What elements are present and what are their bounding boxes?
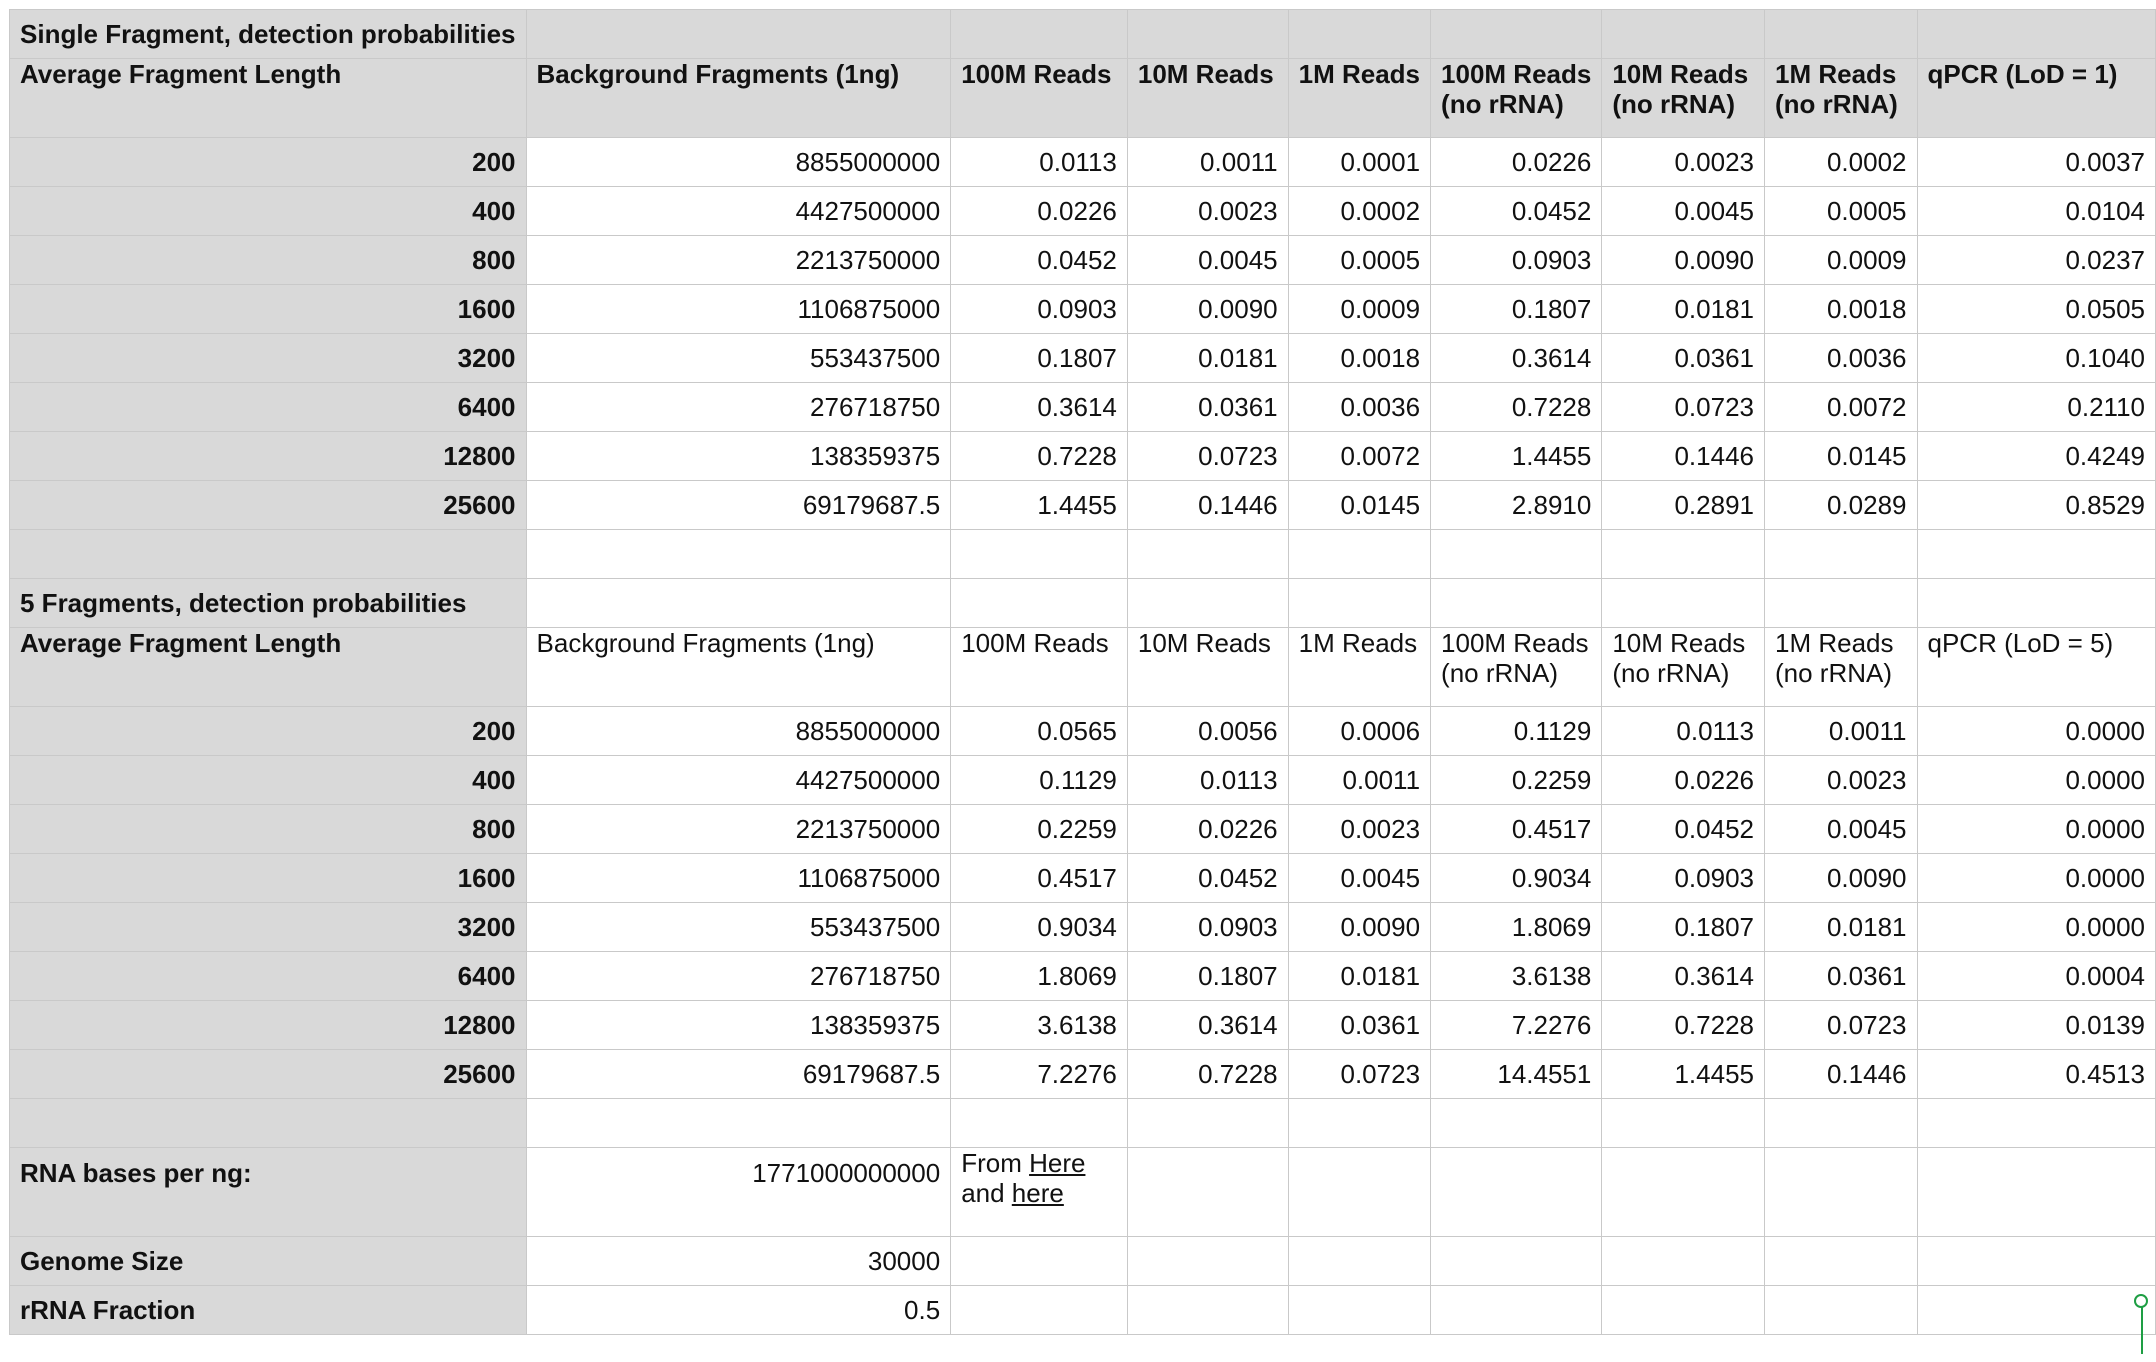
data-cell-reads-100m[interactable]: 0.3614 <box>951 383 1128 432</box>
data-cell-reads-10m[interactable]: 0.0023 <box>1127 187 1288 236</box>
empty-cell[interactable] <box>1765 1286 1918 1335</box>
column-header-label: qPCR (LoD = 1) <box>1927 59 2118 89</box>
row-header-cell[interactable]: 400 <box>10 187 527 236</box>
data-cell-reads-10m-no-rrna[interactable]: 0.1446 <box>1602 432 1765 481</box>
column-header-reads-10m[interactable] <box>1127 59 1288 138</box>
data-cell-background-fragments[interactable]: 276718750 <box>526 952 951 1001</box>
data-cell-background-fragments[interactable]: 69179687.5 <box>526 1050 951 1099</box>
data-cell-reads-10m-no-rrna[interactable]: 0.0452 <box>1602 805 1765 854</box>
data-cell-reads-1m-no-rrna[interactable]: 0.0723 <box>1765 1001 1918 1050</box>
data-cell-reads-10m[interactable]: 0.0723 <box>1127 432 1288 481</box>
table-row <box>10 1050 2156 1099</box>
data-cell-reads-1m-no-rrna[interactable]: 0.0005 <box>1765 187 1918 236</box>
empty-cell[interactable] <box>1602 1237 1765 1286</box>
empty-cell[interactable] <box>1602 579 1765 628</box>
data-cell-reads-100m-no-rrna[interactable]: 0.1807 <box>1431 285 1602 334</box>
empty-cell[interactable] <box>1431 1148 1602 1237</box>
data-cell-reads-100m-no-rrna[interactable]: 3.6138 <box>1431 952 1602 1001</box>
data-cell-reads-100m-no-rrna[interactable]: 0.2259 <box>1431 756 1602 805</box>
data-cell-reads-1m[interactable]: 0.0018 <box>1288 334 1430 383</box>
table-row <box>10 952 2156 1001</box>
data-cell-reads-100m-no-rrna[interactable]: 0.4517 <box>1431 805 1602 854</box>
data-cell-reads-10m[interactable]: 0.0056 <box>1127 707 1288 756</box>
data-cell-reads-100m-no-rrna[interactable]: 14.4551 <box>1431 1050 1602 1099</box>
genome-size-row <box>10 1237 2156 1286</box>
section-title-row <box>10 579 2156 628</box>
data-cell-qpcr[interactable]: 0.0505 <box>1917 285 2156 334</box>
empty-cell[interactable] <box>526 1099 951 1148</box>
column-header-label: (no rRNA) <box>1775 89 1898 119</box>
row-header-cell[interactable]: 200 <box>10 138 527 187</box>
data-cell-reads-1m-no-rrna[interactable]: 0.1446 <box>1765 1050 1918 1099</box>
empty-cell[interactable] <box>10 530 527 579</box>
column-header-reads-100m-no-rrna[interactable] <box>1431 59 1602 138</box>
table-row <box>10 236 2156 285</box>
data-cell-background-fragments[interactable]: 8855000000 <box>526 138 951 187</box>
data-cell-reads-100m[interactable]: 0.1129 <box>951 756 1128 805</box>
genome-size-row-value[interactable]: 30000 <box>526 1237 951 1286</box>
empty-cell[interactable] <box>10 1099 527 1148</box>
data-cell-reads-100m[interactable]: 0.4517 <box>951 854 1128 903</box>
data-cell-reads-100m-no-rrna[interactable]: 0.0226 <box>1431 138 1602 187</box>
data-cell-reads-1m[interactable]: 0.0090 <box>1288 903 1430 952</box>
data-cell-reads-100m-no-rrna[interactable]: 1.4455 <box>1431 432 1602 481</box>
empty-cell[interactable] <box>1288 1148 1430 1237</box>
section-title[interactable] <box>10 579 527 628</box>
data-cell-reads-1m-no-rrna[interactable]: 0.0023 <box>1765 756 1918 805</box>
data-cell-reads-1m[interactable]: 0.0036 <box>1288 383 1430 432</box>
empty-cell[interactable] <box>1917 1148 2156 1237</box>
column-header-reads-100m[interactable] <box>951 628 1128 707</box>
column-header-label: Background Fragments (1ng) <box>536 59 900 89</box>
data-cell-reads-10m[interactable]: 0.0045 <box>1127 236 1288 285</box>
data-cell-reads-1m[interactable]: 0.0723 <box>1288 1050 1430 1099</box>
rrna-fraction-row <box>10 1286 2156 1335</box>
data-cell-qpcr[interactable]: 0.0104 <box>1917 187 2156 236</box>
empty-cell[interactable] <box>1765 10 1918 59</box>
data-cell-background-fragments[interactable]: 138359375 <box>526 432 951 481</box>
data-cell-background-fragments[interactable]: 553437500 <box>526 334 951 383</box>
data-cell-reads-1m-no-rrna[interactable]: 0.0011 <box>1765 707 1918 756</box>
data-cell-reads-100m-no-rrna[interactable]: 1.8069 <box>1431 903 1602 952</box>
empty-cell[interactable] <box>1431 1237 1602 1286</box>
selection-handle[interactable] <box>2134 1294 2148 1308</box>
data-cell-reads-1m-no-rrna[interactable]: 0.0036 <box>1765 334 1918 383</box>
data-cell-reads-10m-no-rrna[interactable]: 0.0361 <box>1602 334 1765 383</box>
table-row <box>10 481 2156 530</box>
empty-cell[interactable] <box>1431 1286 1602 1335</box>
column-header-label: 1M Reads <box>1775 628 1894 658</box>
data-cell-reads-1m-no-rrna[interactable]: 0.0090 <box>1765 854 1918 903</box>
empty-cell[interactable] <box>951 579 1128 628</box>
data-cell-qpcr[interactable]: 0.0000 <box>1917 707 2156 756</box>
empty-cell[interactable] <box>1127 1148 1288 1237</box>
data-cell-reads-1m-no-rrna[interactable]: 0.0289 <box>1765 481 1918 530</box>
row-header-cell[interactable]: 400 <box>10 756 527 805</box>
data-cell-qpcr[interactable]: 0.2110 <box>1917 383 2156 432</box>
empty-cell[interactable] <box>1288 10 1430 59</box>
empty-cell[interactable] <box>1602 1099 1765 1148</box>
column-header-reads-1m[interactable] <box>1288 59 1430 138</box>
data-cell-background-fragments[interactable]: 2213750000 <box>526 236 951 285</box>
column-header-label: 10M Reads <box>1137 628 1271 658</box>
empty-cell[interactable] <box>1602 10 1765 59</box>
data-cell-qpcr[interactable]: 0.0000 <box>1917 756 2156 805</box>
empty-cell[interactable] <box>1431 579 1602 628</box>
data-cell-reads-10m-no-rrna[interactable]: 0.1807 <box>1602 903 1765 952</box>
data-cell-reads-100m[interactable]: 0.0226 <box>951 187 1128 236</box>
column-header-reads-1m-no-rrna[interactable] <box>1765 628 1918 707</box>
column-header-reads-10m-no-rrna[interactable] <box>1602 59 1765 138</box>
table-row <box>10 903 2156 952</box>
data-cell-reads-100m-no-rrna[interactable]: 7.2276 <box>1431 1001 1602 1050</box>
rrna-fraction-row-label[interactable]: rRNA Fraction <box>10 1286 527 1335</box>
data-cell-qpcr[interactable]: 0.0000 <box>1917 903 2156 952</box>
empty-cell[interactable] <box>1431 530 1602 579</box>
row-header-cell[interactable]: 800 <box>10 236 527 285</box>
data-cell-reads-1m[interactable]: 0.0011 <box>1288 756 1430 805</box>
data-cell-reads-10m-no-rrna[interactable]: 0.0045 <box>1602 187 1765 236</box>
data-cell-reads-1m[interactable]: 0.0045 <box>1288 854 1430 903</box>
data-cell-reads-100m[interactable]: 1.4455 <box>951 481 1128 530</box>
column-header-label: Average Fragment Length <box>20 628 342 658</box>
data-cell-reads-1m[interactable]: 0.0006 <box>1288 707 1430 756</box>
data-cell-reads-10m-no-rrna[interactable]: 0.3614 <box>1602 952 1765 1001</box>
data-cell-reads-100m[interactable]: 0.0903 <box>951 285 1128 334</box>
column-header-avg-fragment-length[interactable] <box>10 628 527 707</box>
empty-cell[interactable] <box>1917 579 2156 628</box>
spreadsheet-table <box>9 9 2156 1335</box>
data-cell-reads-100m[interactable]: 0.1807 <box>951 334 1128 383</box>
data-cell-reads-1m-no-rrna[interactable]: 0.0045 <box>1765 805 1918 854</box>
data-cell-reads-10m[interactable]: 0.0361 <box>1127 383 1288 432</box>
empty-cell[interactable] <box>1602 1148 1765 1237</box>
source-note-cell[interactable] <box>951 1148 1128 1237</box>
source-and-text: and <box>961 1178 1012 1208</box>
data-cell-reads-10m-no-rrna[interactable]: 0.0113 <box>1602 707 1765 756</box>
empty-cell[interactable] <box>1765 579 1918 628</box>
column-header-label: 100M Reads <box>961 628 1109 658</box>
column-header-label: (no rRNA) <box>1441 89 1564 119</box>
data-cell-reads-100m[interactable]: 0.9034 <box>951 903 1128 952</box>
data-cell-reads-10m-no-rrna[interactable]: 0.7228 <box>1602 1001 1765 1050</box>
table-row <box>10 432 2156 481</box>
rrna-fraction-row-value[interactable]: 0.5 <box>526 1286 951 1335</box>
section-title-label: 5 Fragments, detection probabilities <box>20 588 467 618</box>
column-header-label: 100M Reads <box>1441 59 1592 89</box>
empty-cell[interactable] <box>1765 530 1918 579</box>
data-cell-reads-1m[interactable]: 0.0181 <box>1288 952 1430 1001</box>
section-title-row <box>10 10 2156 59</box>
row-header-cell[interactable]: 1600 <box>10 854 527 903</box>
data-cell-reads-1m-no-rrna[interactable]: 0.0072 <box>1765 383 1918 432</box>
column-header-reads-100m-no-rrna[interactable] <box>1431 628 1602 707</box>
table-row <box>10 334 2156 383</box>
data-cell-background-fragments[interactable]: 69179687.5 <box>526 481 951 530</box>
data-cell-reads-10m[interactable]: 0.0903 <box>1127 903 1288 952</box>
data-cell-reads-10m-no-rrna[interactable]: 0.0090 <box>1602 236 1765 285</box>
column-header-reads-100m[interactable] <box>951 59 1128 138</box>
data-cell-reads-10m[interactable]: 0.0226 <box>1127 805 1288 854</box>
empty-cell[interactable] <box>1602 1286 1765 1335</box>
empty-cell[interactable] <box>1765 1099 1918 1148</box>
data-cell-background-fragments[interactable]: 138359375 <box>526 1001 951 1050</box>
data-cell-qpcr[interactable]: 0.8529 <box>1917 481 2156 530</box>
data-cell-reads-100m[interactable]: 0.2259 <box>951 805 1128 854</box>
empty-cell[interactable] <box>1765 1237 1918 1286</box>
empty-cell[interactable] <box>951 10 1128 59</box>
empty-row <box>10 530 2156 579</box>
table-row <box>10 756 2156 805</box>
source-link-here[interactable]: Here <box>1029 1148 1086 1178</box>
data-cell-background-fragments[interactable]: 8855000000 <box>526 707 951 756</box>
column-header-label: (no rRNA) <box>1612 658 1730 688</box>
row-header-cell[interactable]: 200 <box>10 707 527 756</box>
column-header-label: (no rRNA) <box>1612 89 1736 119</box>
source-link-here-2[interactable]: here <box>1011 1178 1064 1208</box>
data-cell-reads-1m[interactable]: 0.0023 <box>1288 805 1430 854</box>
empty-cell[interactable] <box>1127 1286 1288 1335</box>
data-cell-reads-100m-no-rrna[interactable]: 0.7228 <box>1431 383 1602 432</box>
data-cell-reads-10m-no-rrna[interactable]: 0.0226 <box>1602 756 1765 805</box>
data-cell-background-fragments[interactable]: 553437500 <box>526 903 951 952</box>
empty-row <box>10 1099 2156 1148</box>
data-cell-reads-1m[interactable]: 0.0005 <box>1288 236 1430 285</box>
empty-cell[interactable] <box>951 1099 1128 1148</box>
data-cell-reads-1m[interactable]: 0.0009 <box>1288 285 1430 334</box>
column-header-qpcr[interactable] <box>1917 59 2156 138</box>
data-cell-qpcr[interactable]: 0.0004 <box>1917 952 2156 1001</box>
data-cell-qpcr[interactable]: 0.1040 <box>1917 334 2156 383</box>
empty-cell[interactable] <box>1288 1099 1430 1148</box>
data-cell-reads-100m-no-rrna[interactable]: 0.3614 <box>1431 334 1602 383</box>
data-cell-reads-10m[interactable]: 0.1446 <box>1127 481 1288 530</box>
empty-cell[interactable] <box>1431 10 1602 59</box>
data-cell-background-fragments[interactable]: 4427500000 <box>526 187 951 236</box>
data-cell-reads-1m[interactable]: 0.0361 <box>1288 1001 1430 1050</box>
data-cell-reads-1m-no-rrna[interactable]: 0.0018 <box>1765 285 1918 334</box>
data-cell-reads-100m[interactable]: 0.0565 <box>951 707 1128 756</box>
row-header-cell[interactable]: 3200 <box>10 334 527 383</box>
empty-cell[interactable] <box>1127 579 1288 628</box>
data-cell-reads-10m[interactable]: 0.0011 <box>1127 138 1288 187</box>
empty-cell[interactable] <box>1431 1099 1602 1148</box>
row-header-cell[interactable]: 1600 <box>10 285 527 334</box>
data-cell-reads-10m-no-rrna[interactable]: 1.4455 <box>1602 1050 1765 1099</box>
column-header-background-fragments[interactable] <box>526 59 951 138</box>
data-cell-reads-100m[interactable]: 3.6138 <box>951 1001 1128 1050</box>
data-cell-qpcr[interactable]: 0.0139 <box>1917 1001 2156 1050</box>
data-cell-reads-10m[interactable]: 0.7228 <box>1127 1050 1288 1099</box>
column-header-label: (no rRNA) <box>1775 658 1893 688</box>
data-cell-reads-10m[interactable]: 0.0452 <box>1127 854 1288 903</box>
data-cell-reads-1m[interactable]: 0.0072 <box>1288 432 1430 481</box>
empty-cell[interactable] <box>1917 1286 2156 1335</box>
empty-cell[interactable] <box>1127 530 1288 579</box>
column-header-label: 1M Reads <box>1775 59 1897 89</box>
data-cell-reads-100m[interactable]: 0.0113 <box>951 138 1128 187</box>
data-cell-reads-10m-no-rrna[interactable]: 0.0023 <box>1602 138 1765 187</box>
data-cell-reads-1m[interactable]: 0.0145 <box>1288 481 1430 530</box>
data-cell-reads-100m[interactable]: 0.0452 <box>951 236 1128 285</box>
column-header-label: 1M Reads <box>1298 59 1421 89</box>
data-cell-reads-100m-no-rrna[interactable]: 0.0452 <box>1431 187 1602 236</box>
column-header-label: Background Fragments (1ng) <box>536 628 875 658</box>
column-header-label: 10M Reads <box>1612 628 1746 658</box>
data-cell-qpcr[interactable]: 0.0000 <box>1917 854 2156 903</box>
column-header-label: 100M Reads <box>961 59 1112 89</box>
empty-cell[interactable] <box>1127 1099 1288 1148</box>
row-header-cell[interactable]: 6400 <box>10 952 527 1001</box>
data-cell-background-fragments[interactable]: 276718750 <box>526 383 951 432</box>
data-cell-reads-1m[interactable]: 0.0002 <box>1288 187 1430 236</box>
empty-cell[interactable] <box>1288 1286 1430 1335</box>
column-header-row <box>10 59 2156 138</box>
empty-cell[interactable] <box>1765 1148 1918 1237</box>
column-header-qpcr[interactable] <box>1917 628 2156 707</box>
row-header-cell[interactable]: 25600 <box>10 481 527 530</box>
column-header-label: 10M Reads <box>1137 59 1274 89</box>
source-from-text: From <box>961 1148 1030 1178</box>
column-header-label: (no rRNA) <box>1441 658 1559 688</box>
data-cell-reads-1m-no-rrna[interactable]: 0.0181 <box>1765 903 1918 952</box>
data-cell-reads-100m[interactable]: 1.8069 <box>951 952 1128 1001</box>
empty-cell[interactable] <box>1917 1099 2156 1148</box>
empty-cell[interactable] <box>951 530 1128 579</box>
row-header-cell[interactable]: 25600 <box>10 1050 527 1099</box>
table-row <box>10 805 2156 854</box>
data-cell-reads-10m-no-rrna[interactable]: 0.0903 <box>1602 854 1765 903</box>
data-cell-qpcr[interactable]: 0.4249 <box>1917 432 2156 481</box>
data-cell-reads-100m-no-rrna[interactable]: 0.1129 <box>1431 707 1602 756</box>
data-cell-qpcr[interactable]: 0.0037 <box>1917 138 2156 187</box>
column-header-avg-fragment-length[interactable] <box>10 59 527 138</box>
empty-cell[interactable] <box>1288 1237 1430 1286</box>
selection-handle-line <box>2141 1302 2143 1354</box>
empty-cell[interactable] <box>1288 530 1430 579</box>
row-header-cell[interactable]: 3200 <box>10 903 527 952</box>
rna-bases-row-label[interactable]: RNA bases per ng: <box>10 1148 527 1237</box>
data-cell-reads-10m[interactable]: 0.0090 <box>1127 285 1288 334</box>
data-cell-reads-10m-no-rrna[interactable]: 0.0723 <box>1602 383 1765 432</box>
empty-cell[interactable] <box>1602 530 1765 579</box>
row-header-cell[interactable]: 12800 <box>10 432 527 481</box>
empty-cell[interactable] <box>1917 530 2156 579</box>
column-header-label: 100M Reads <box>1441 628 1589 658</box>
empty-cell[interactable] <box>1127 1237 1288 1286</box>
column-header-background-fragments[interactable] <box>526 628 951 707</box>
column-header-label: 1M Reads <box>1298 628 1418 658</box>
data-cell-reads-10m[interactable]: 0.0113 <box>1127 756 1288 805</box>
empty-cell[interactable] <box>1288 579 1430 628</box>
column-header-label: qPCR (LoD = 5) <box>1927 628 2114 658</box>
row-header-cell[interactable]: 800 <box>10 805 527 854</box>
column-header-label: Average Fragment Length <box>20 59 342 89</box>
data-cell-qpcr[interactable]: 0.4513 <box>1917 1050 2156 1099</box>
data-cell-reads-100m[interactable]: 7.2276 <box>951 1050 1128 1099</box>
table-row <box>10 187 2156 236</box>
empty-cell[interactable] <box>1127 10 1288 59</box>
column-header-reads-10m[interactable] <box>1127 628 1288 707</box>
data-cell-reads-10m-no-rrna[interactable]: 0.0181 <box>1602 285 1765 334</box>
empty-cell[interactable] <box>951 1237 1128 1286</box>
data-cell-reads-10m[interactable]: 0.3614 <box>1127 1001 1288 1050</box>
data-cell-background-fragments[interactable]: 4427500000 <box>526 756 951 805</box>
empty-cell[interactable] <box>526 10 951 59</box>
data-cell-reads-1m-no-rrna[interactable]: 0.0361 <box>1765 952 1918 1001</box>
column-header-row <box>10 628 2156 707</box>
row-header-cell[interactable]: 6400 <box>10 383 527 432</box>
column-header-label: 10M Reads <box>1612 59 1749 89</box>
data-cell-reads-10m[interactable]: 0.0181 <box>1127 334 1288 383</box>
data-cell-background-fragments[interactable]: 1106875000 <box>526 854 951 903</box>
empty-cell[interactable] <box>1917 1237 2156 1286</box>
empty-cell[interactable] <box>526 579 951 628</box>
data-cell-qpcr[interactable]: 0.0237 <box>1917 236 2156 285</box>
data-cell-reads-1m-no-rrna[interactable]: 0.0009 <box>1765 236 1918 285</box>
table-row <box>10 854 2156 903</box>
data-cell-reads-1m[interactable]: 0.0001 <box>1288 138 1430 187</box>
data-cell-reads-10m[interactable]: 0.1807 <box>1127 952 1288 1001</box>
empty-cell[interactable] <box>951 1286 1128 1335</box>
column-header-reads-1m-no-rrna[interactable] <box>1765 59 1918 138</box>
empty-cell[interactable] <box>526 530 951 579</box>
data-cell-reads-100m[interactable]: 0.7228 <box>951 432 1128 481</box>
data-cell-reads-10m-no-rrna[interactable]: 0.2891 <box>1602 481 1765 530</box>
data-cell-background-fragments[interactable]: 1106875000 <box>526 285 951 334</box>
data-cell-background-fragments[interactable]: 2213750000 <box>526 805 951 854</box>
row-header-cell[interactable]: 12800 <box>10 1001 527 1050</box>
data-cell-reads-100m-no-rrna[interactable]: 0.0903 <box>1431 236 1602 285</box>
table-row <box>10 707 2156 756</box>
table-row <box>10 383 2156 432</box>
table-row <box>10 1001 2156 1050</box>
data-cell-qpcr[interactable]: 0.0000 <box>1917 805 2156 854</box>
data-cell-reads-100m-no-rrna[interactable]: 0.9034 <box>1431 854 1602 903</box>
column-header-reads-10m-no-rrna[interactable] <box>1602 628 1765 707</box>
rna-bases-row <box>10 1148 2156 1237</box>
data-cell-reads-1m-no-rrna[interactable]: 0.0145 <box>1765 432 1918 481</box>
data-cell-reads-1m-no-rrna[interactable]: 0.0002 <box>1765 138 1918 187</box>
section-title[interactable] <box>10 10 527 59</box>
genome-size-row-label[interactable]: Genome Size <box>10 1237 527 1286</box>
table-row <box>10 285 2156 334</box>
rna-bases-row-value[interactable]: 1771000000000 <box>526 1148 951 1237</box>
table-row <box>10 138 2156 187</box>
column-header-reads-1m[interactable] <box>1288 628 1430 707</box>
section-title-label: Single Fragment, detection probabilities <box>20 19 516 49</box>
data-cell-reads-100m-no-rrna[interactable]: 2.8910 <box>1431 481 1602 530</box>
empty-cell[interactable] <box>1917 10 2156 59</box>
